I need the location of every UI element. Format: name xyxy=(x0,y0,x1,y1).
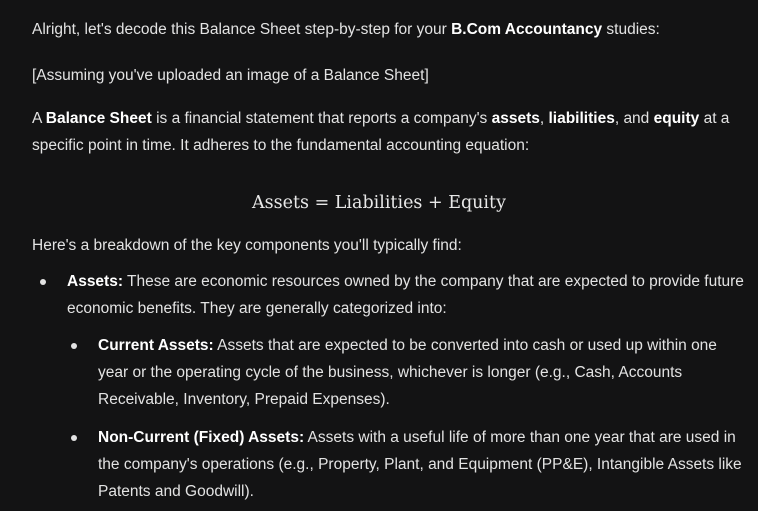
definition-text: at a specific point in time. It adheres to the fundamental accounting equation: xyxy=(32,110,730,154)
current-assets-label: Current Assets: xyxy=(98,337,214,354)
bullet-icon xyxy=(40,279,46,285)
assumption-paragraph: [Assuming you've uploaded an image of a Balance Sheet] xyxy=(32,67,429,84)
intro-bold: B.Com Accountancy xyxy=(451,21,603,38)
assets-bullet-label: Assets: xyxy=(67,273,123,290)
non-current-assets-bullet xyxy=(98,424,748,505)
breakdown-intro: Here's a breakdown of the key components you'll typically find: xyxy=(32,237,462,254)
current-assets-bullet xyxy=(98,332,748,413)
definition-text: A xyxy=(32,110,46,127)
definition-text: is a financial statement that reports a company's xyxy=(151,110,492,127)
definition-bold-liabilities: liabilities xyxy=(548,110,615,127)
accounting-equation: Assets = Liabilities + Equity xyxy=(252,193,506,213)
definition-bold-equity: equity xyxy=(653,110,700,127)
intro-text-end: studies: xyxy=(602,21,660,38)
definition-bold-assets: assets xyxy=(491,110,540,127)
intro-text: Alright, let's decode this Balance Sheet step-by-step for your xyxy=(32,21,452,38)
non-current-assets-text: Assets with a useful life of more than one year that are used in the company's operations (e.g., Property, Plant, and Equipment (PP&E), Intangible Assets like Patents and Goodwill). xyxy=(98,429,742,500)
definition-bold-balance-sheet: Balance Sheet xyxy=(45,110,152,127)
non-current-assets-label: Non-Current (Fixed) Assets: xyxy=(98,429,305,446)
assets-bullet-text: These are economic resources owned by the company that are expected to provide future economic benefits. They are generally categorized into: xyxy=(67,273,744,317)
assets-bullet xyxy=(67,268,747,322)
definition-text: , xyxy=(539,110,549,127)
current-assets-text: Assets that are expected to be converted into cash or used up within one year or the operating cycle of the business, whichever is longer (e.g., Cash, Accounts Receivable, Inventory, Prepaid Expenses). xyxy=(98,337,717,408)
bullet-icon xyxy=(71,343,77,349)
definition-text: , and xyxy=(614,110,654,127)
intro-paragraph xyxy=(32,16,738,43)
definition-paragraph xyxy=(32,105,738,159)
bullet-icon xyxy=(71,435,77,441)
